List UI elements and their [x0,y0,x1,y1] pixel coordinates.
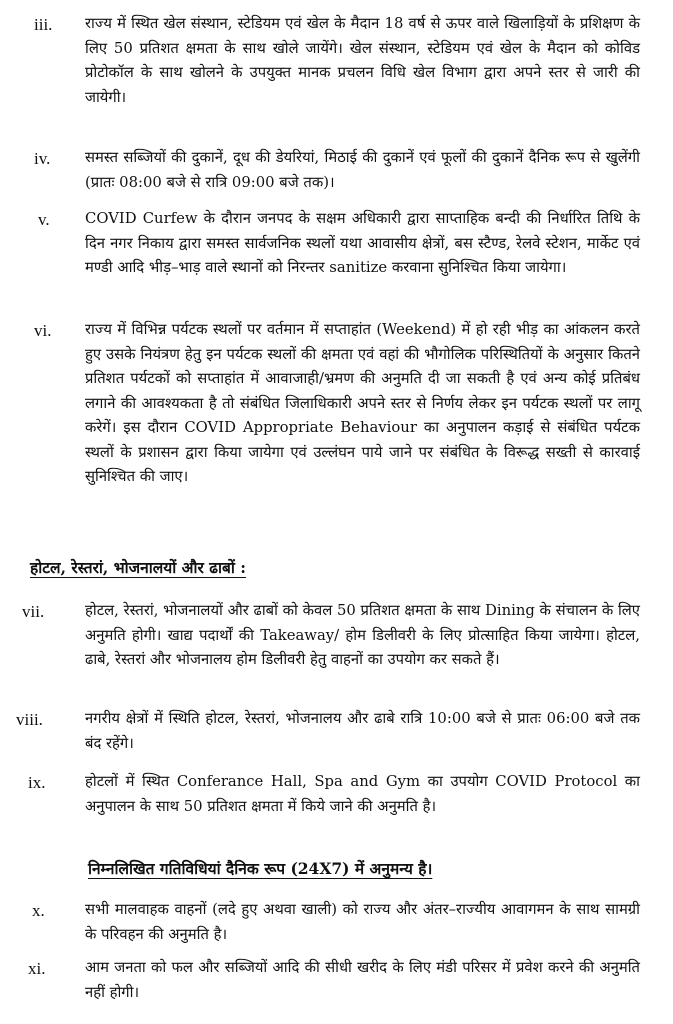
item-text: आम जनता को फल और सब्जियों आदि की सीधी खरीद के लिए मंडी परिसर में प्रवेश करने की अनुमति नहीं होगी। [85,959,640,1001]
section-heading-daily: निम्नलिखित गतिविधियां दैनिक रूप (24X7) में अनुमन्य है। [88,859,433,878]
item-text: राज्य में विभिन्न पर्यटक स्थलों पर वर्तमान में सप्ताहांत (Weekend) में हो रही भीड़ का आंकलन करते हुए उसके नियंत्रण हेतु इन पर्यटक स्थलों की क्षमता एवं वहां की भौगोलिक परिस्थितियों के अनुसार कितने प्रतिशत पर्यटकों को सप्ताहांत में आवाजाही/भ्रमण की अनुमति दी जा सकती है एवं अन्य कोई प्रतिबंध लगाने की आवश्यकता है तो संबंधित जिलाधिकारी अपने स्तर से निर्णय लेकर इन पर्यटक स्थलों पर लागू करेगें। इस दौरान COVID Appropriate Behaviour का अनुपालन कड़ाई से संबंधित पर्यटक स्थलों के प्रशासन द्वारा किया जायेगा एवं उल्लंघन पाये जाने पर संबंधित के विरूद्ध सख्ती से कारवाई सुनिश्चित की जाए। [85,321,640,485]
item-text: नगरीय क्षेत्रों में स्थिति होटल, रेस्तरां, भोजनालय और ढाबे रात्रि 10:00 बजे से प्रातः 06:00 बजे तक बंद रहेंगे। [85,710,640,752]
item-number: iv. [34,149,51,168]
item-number: vi. [34,321,52,340]
item-text: समस्त सब्जियों की दुकानें, दूध की डेयरियां, मिठाई की दुकानें एवं फूलों की दुकानें दैनिक रूप से खुलेंगी (प्रातः 08:00 बजे से रात्रि 09:00 बजे तक)। [85,149,640,191]
item-number: xi. [28,959,46,978]
section-heading-hotels: होटल, रेस्तरां, भोजनालयों और ढाबों : [30,558,246,577]
item-text: सभी मालवाहक वाहनों (लदे हुए अथवा खाली) को राज्य और अंतर–राज्यीय आवागमन के साथ सामग्री के परिवहन की अनुमति है। [85,901,640,943]
item-number: iii. [34,15,53,34]
item-text: COVID Curfew के दौरान जनपद के सक्षम अधिकारी द्वारा साप्ताहिक बन्दी की निर्धारित तिथि के दिन नगर निकाय द्वारा समस्त सार्वजनिक स्थलों यथा आवासीय क्षेत्रों, बस स्टैण्ड, रेलवे स्टेशन, मार्केट एवं मण्डी आदि भीड़–भाड़ वाले स्थानों को निरन्तर sanitize करवाना सुनिश्चित किया जायेगा। [85,210,640,276]
item-number: x. [32,901,45,920]
item-number: ix. [28,773,46,792]
item-number: v. [38,210,50,229]
item-text: होटलों में स्थित Conferance Hall, Spa and Gym का उपयोग COVID Protocol का अनुपालन के साथ 50 प्रतिशत क्षमता में किये जाने की अनुमति है। [85,773,640,815]
item-text: राज्य में स्थित खेल संस्थान, स्टेडियम एवं खेल के मैदान 18 वर्ष से ऊपर वाले खिलाड़ियों के प्रशिक्षण के लिए 50 प्रतिशत क्षमता के साथ खोले जायेंगे। खेल संस्थान, स्टेडियम एवं खेल के मैदान को कोविड प्रोटोकॉल के साथ खोलने के उपयुक्त मानक प्रचलन विधि खेल विभाग द्वारा अपने स्तर से जारी की जायेगी। [85,15,640,106]
item-text: होटल, रेस्तरां, भोजनालयों और ढाबों को केवल 50 प्रतिशत क्षमता के साथ Dining के संचालन के लिए अनुमति होगी। खाद्य पदार्थों की Takeaway/ होम डिलीवरी के लिए प्रोत्साहित किया जायेगा। होटल, ढाबे, रेस्तरां और भोजनालय होम डिलीवरी हेतु वाहनों का उपयोग कर सकते हैं। [85,602,640,668]
item-number: viii. [16,710,43,729]
item-number: vii. [22,602,45,621]
